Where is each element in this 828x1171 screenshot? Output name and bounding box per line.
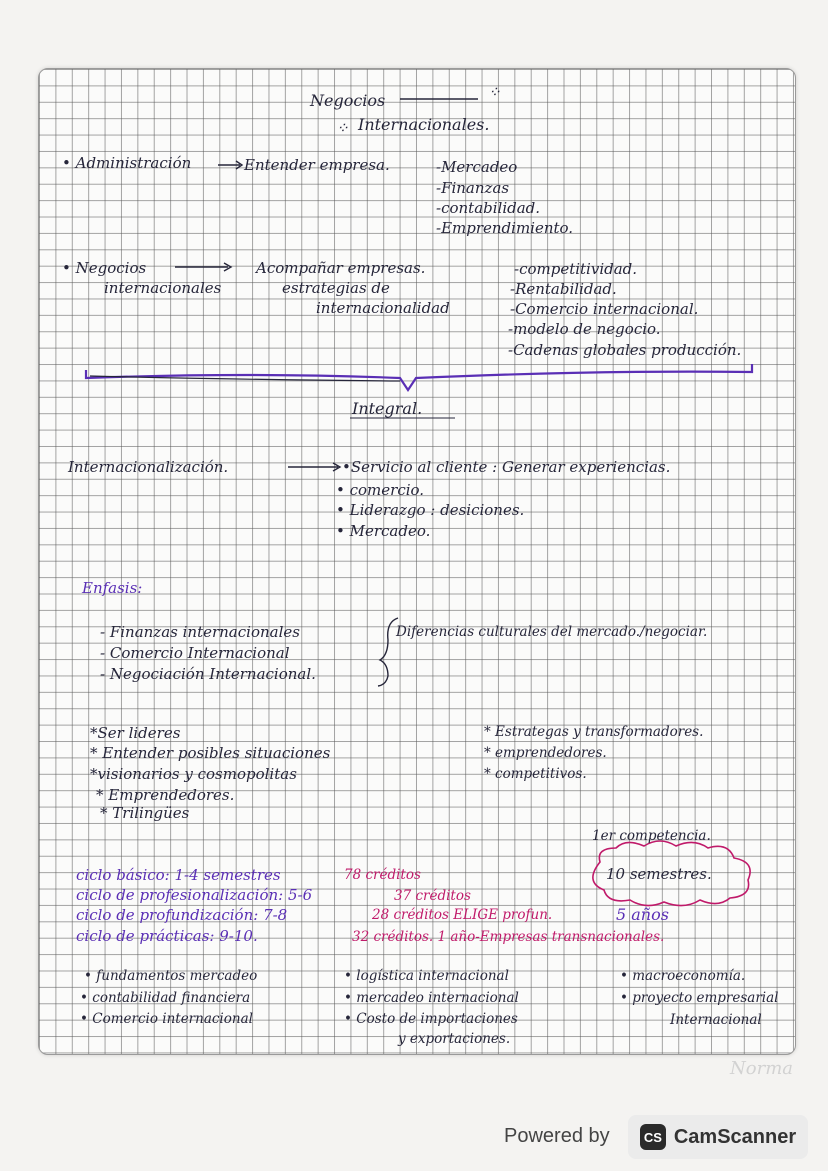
negocios-label-2: internacionales <box>104 279 222 297</box>
competencia-label: 1er competencia. <box>592 828 711 844</box>
profile-left-item: *visionarios y cosmopolitas <box>90 765 297 783</box>
negocios-item: -Comercio internacional. <box>510 300 699 318</box>
ciclo-name: ciclo de prácticas: 9-10. <box>76 927 258 945</box>
enfasis-item: - Negociación Internacional. <box>100 665 316 683</box>
admin-target: Entender empresa. <box>244 156 390 174</box>
negocios-item: -competitividad. <box>514 260 638 278</box>
profile-right-item: * competitivos. <box>484 766 587 782</box>
integral-bracket <box>86 364 752 390</box>
competencia-years: 5 años <box>616 905 669 924</box>
profile-left-item: * Trilingües <box>100 804 190 822</box>
profile-left-item: * Emprendedores. <box>96 786 235 804</box>
negocios-mid-1: Acompañar empresas. <box>256 259 426 277</box>
internacionalizacion-label: Internacionalización. <box>68 458 229 476</box>
col3-item: • macroeconomía. <box>620 968 746 984</box>
ciclo-name: ciclo básico: 1-4 semestres <box>76 866 281 884</box>
competencia-cloud-text: 10 semestres. <box>606 865 712 883</box>
profile-right-item: * Estrategas y transformadores. <box>484 724 704 740</box>
col2-item: • logística internacional <box>344 968 509 984</box>
profile-left-item: * Entender posibles situaciones <box>90 744 331 762</box>
internacionalizacion-item: • comercio. <box>336 481 425 499</box>
negocios-mid-2: estrategias de <box>282 279 390 297</box>
powered-by-text: Powered by <box>504 1125 610 1147</box>
negocios-item: -Rentabilidad. <box>510 280 617 298</box>
ciclo-credits: 37 créditos <box>394 888 471 904</box>
ciclo-credits: 78 créditos <box>344 867 421 883</box>
col2-item: y exportaciones. <box>398 1031 511 1047</box>
negocios-item: -Cadenas globales producción. <box>508 341 742 359</box>
title-line-2: Internacionales. <box>358 115 490 134</box>
enfasis-brace <box>378 618 398 686</box>
col1-item: • contabilidad financiera <box>80 990 251 1006</box>
enfasis-item: - Finanzas internacionales <box>100 623 300 641</box>
col3-item: Internacional <box>670 1012 762 1028</box>
internacionalizacion-item: • Mercadeo. <box>336 522 431 540</box>
camscanner-brand: CamScanner <box>673 1125 797 1148</box>
title-dots-2: ⁘ <box>336 119 349 137</box>
col3-item: • proyecto empresarial <box>620 990 779 1006</box>
profile-right-item: * emprendedores. <box>484 745 607 761</box>
negocios-label-1: • Negocios <box>62 259 147 277</box>
enfasis-item: - Comercio Internacional <box>100 644 290 662</box>
camscanner-badge <box>628 1115 808 1159</box>
col1-item: • Comercio internacional <box>80 1011 253 1027</box>
admin-item: -Finanzas <box>436 179 510 197</box>
enfasis-note: Diferencias culturales del mercado./negociar. <box>396 624 708 640</box>
camscanner-logo-icon: CS <box>640 1124 666 1150</box>
col1-item: • fundamentos mercadeo <box>84 968 258 984</box>
admin-item: -contabilidad. <box>436 199 541 217</box>
profile-left-item: *Ser lideres <box>90 724 181 742</box>
notebook-watermark: Norma <box>730 1058 793 1079</box>
ciclo-name: ciclo de profesionalización: 5-6 <box>76 886 313 904</box>
internacionalizacion-item: • Liderazgo : desiciones. <box>336 501 525 519</box>
negocios-mid-3: internacionalidad <box>316 299 450 317</box>
title-line-1: Negocios <box>310 91 386 110</box>
ciclo-name: ciclo de profundización: 7-8 <box>76 906 288 924</box>
col2-item: • mercadeo internacional <box>344 990 519 1006</box>
admin-item: -Mercadeo <box>436 158 518 176</box>
internacionalizacion-item: •Servicio al cliente : Generar experiencias. <box>342 458 671 476</box>
admin-item: -Emprendimiento. <box>436 219 574 237</box>
ciclo-credits: 32 créditos. 1 año-Empresas transnacionales. <box>352 929 665 945</box>
title-dots: ⁘ <box>488 83 501 101</box>
negocios-item: -modelo de negocio. <box>508 320 661 338</box>
integral-label: Integral. <box>352 399 423 418</box>
enfasis-label: Enfasis: <box>82 579 143 597</box>
ciclo-credits: 28 créditos ELIGE profun. <box>372 907 553 923</box>
admin-label: • Administración <box>62 154 192 172</box>
col2-item: • Costo de importaciones <box>344 1011 518 1027</box>
